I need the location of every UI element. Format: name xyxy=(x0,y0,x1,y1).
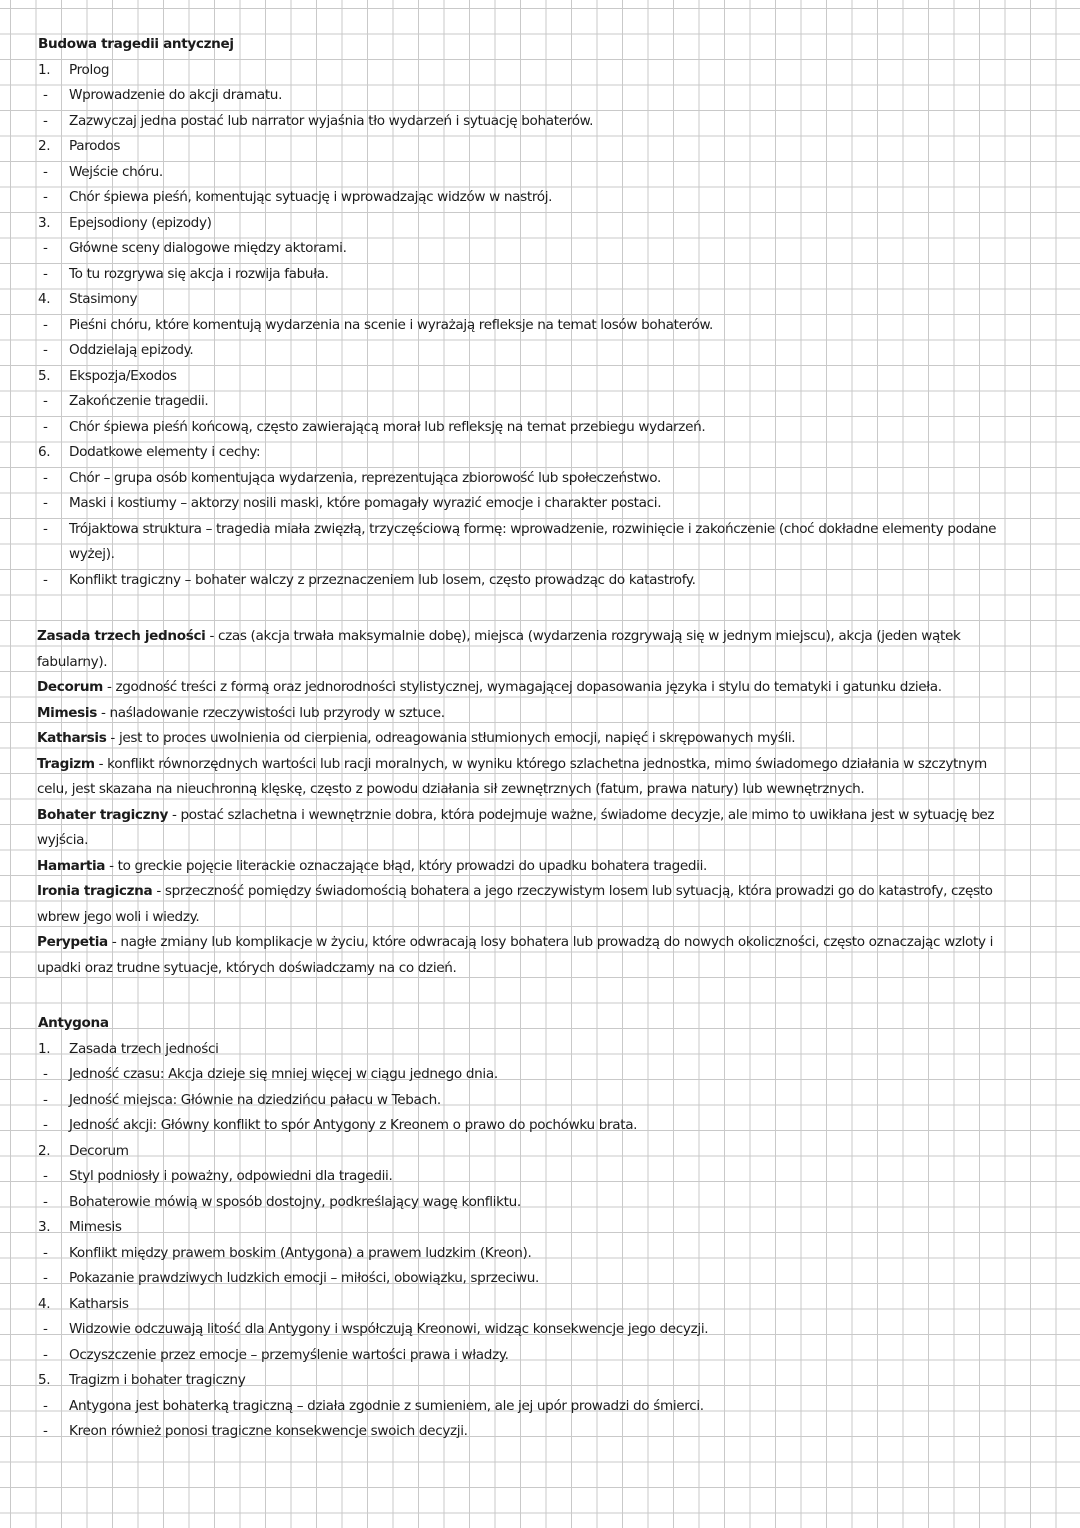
bullet-item: - Maski i kostiumy – aktorzy nosili maski, które pomagały wyrazić emocje i charakter postaci. xyxy=(43,495,662,511)
numbered-item: 1. Zasada trzech jedności xyxy=(38,1040,219,1057)
bullet-item: - Jedność czasu: Akcja dzieje się mniej więcej w ciągu jednego dnia. xyxy=(43,1066,498,1082)
definition-term: Zasada trzech jedności xyxy=(37,628,206,644)
definition-term: Katharsis xyxy=(37,730,107,746)
definition-text: - jest to proces uwolnienia od cierpienia, odreagowania stłumionych emocji, napięć i skrępowanych myśli. xyxy=(106,730,796,746)
definition-text: - naśladowanie rzeczywistości lub przyrody w sztuce. xyxy=(96,704,445,721)
numbered-item: 6. Dodatkowe elementy i cechy: xyxy=(38,444,261,460)
bullet-continuation: wyżej). xyxy=(69,546,115,562)
section-definitions xyxy=(0,624,1080,981)
definition xyxy=(0,701,1080,727)
section-title: Budowa tragedii antycznej xyxy=(38,36,234,52)
definition-term: Mimesis xyxy=(37,704,97,721)
bullet-item: - Widzowie odczuwają litość dla Antygony i współczują Kreonowi, widząc konsekwencje jego decyzji. xyxy=(43,1321,709,1337)
bullet-item: - Wprowadzenie do akcji dramatu. xyxy=(43,87,283,103)
numbered-item: 4. Stasimony xyxy=(38,291,138,307)
numbered-item: 3. Mimesis xyxy=(38,1219,122,1235)
numbered-item: 4. Katharsis xyxy=(38,1295,129,1312)
bullet-item: - Chór – grupa osób komentująca wydarzenia, reprezentująca zbiorowość lub społeczeństwo. xyxy=(43,469,661,486)
definition-text: - nagłe zmiany lub komplikacje w życiu, które odwracają losy bohatera lub prowadzą do nowych okoliczności, często oznaczając wzloty i xyxy=(107,934,994,950)
numbered-item: 5. Tragizm i bohater tragiczny xyxy=(38,1372,246,1388)
definition-text: - zgodność treści z formą oraz jednorodności stylistycznej, wymagającej dopasowania języka i stylu do tematyki i gatunku dzieła. xyxy=(103,679,942,695)
definition xyxy=(0,726,1080,752)
bullet-item: - Styl podniosły i poważny, odpowiedni dla tragedii. xyxy=(43,1168,393,1184)
bullet-item: - Pokazanie prawdziwych ludzkich emocji – miłości, obowiązku, sprzeciwu. xyxy=(43,1270,540,1286)
definition-continuation: wbrew jego woli i wiedzy. xyxy=(37,908,200,925)
definition-term: Decorum xyxy=(37,679,103,695)
numbered-item: 1. Prolog xyxy=(38,61,110,78)
definition xyxy=(0,803,1080,829)
definition xyxy=(0,675,1080,701)
definition xyxy=(0,930,1080,956)
definition xyxy=(0,752,1080,778)
bullet-item: - Wejście chóru. xyxy=(43,163,163,180)
definition-continuation: fabularny). xyxy=(37,653,108,670)
bullet-item: - Chór śpiewa pieśń, komentując sytuację i wprowadzając widzów w nastrój. xyxy=(43,189,553,205)
definition-term: Hamartia xyxy=(37,857,106,874)
bullet-item: - Bohaterowie mówią w sposób dostojny, podkreślający wagę konfliktu. xyxy=(43,1193,521,1210)
definition-text: - sprzeczność pomiędzy świadomością bohatera a jego rzeczywistym losem lub sytuacją, która prowadzi go do katastrofy, często xyxy=(152,883,993,899)
definition-text: - postać szlachetna i wewnętrznie dobra, która podejmuje ważne, świadome decyzje, ale mimo to uwikłana jest w sytuację bez xyxy=(168,806,995,823)
bullet-item: - Oczyszczenie przez emocje – przemyślenie wartości prawa i władzy. xyxy=(43,1346,509,1363)
definition-term: Bohater tragiczny xyxy=(37,806,169,823)
definition-text: - czas (akcja trwała maksymalnie dobę), miejsca (wydarzenia rozgrywają się w jednym miejscu), akcja (jeden wątek xyxy=(205,628,961,644)
bullet-item: - Jedność akcji: Główny konflikt to spór Antygony z Kreonem o prawo do pochówku brata. xyxy=(43,1117,638,1133)
bullet-item: - Antygona jest bohaterką tragiczną – działa zgodnie z sumieniem, ale jej upór prowadzi do śmierci. xyxy=(43,1397,704,1414)
definition-text: - to greckie pojęcie literackie oznaczające błąd, który prowadzi do upadku bohatera tragedii. xyxy=(105,857,707,874)
definition-term: Ironia tragiczna xyxy=(37,883,153,899)
definition-term: Perypetia xyxy=(37,934,108,950)
definition-continuation: upadki oraz trudne sytuacje, których doświadczamy na co dzień. xyxy=(37,959,457,976)
definition-text: - konflikt równorzędnych wartości lub racji moralnych, w wyniku którego szlachetna jednostka, mimo świadomego działania w szczytnym xyxy=(94,755,987,772)
section-title: Antygona xyxy=(38,1015,109,1031)
definition xyxy=(0,854,1080,880)
definition-term: Tragizm xyxy=(37,755,95,772)
bullet-item: - Trójaktowa struktura – tragedia miała zwięzłą, trzyczęściową formę: wprowadzenie, rozwinięcie i zakończenie (choć dokładne elementy podane xyxy=(43,520,997,537)
numbered-item: 2. Decorum xyxy=(38,1142,129,1159)
bullet-item: - Jedność miejsca: Głównie na dziedzińcu pałacu w Tebach. xyxy=(43,1091,441,1108)
bullet-item: - Zazwyczaj jedna postać lub narrator wyjaśnia tło wydarzeń i sytuację bohaterów. xyxy=(43,112,594,129)
numbered-item: 5. Ekspozja/Exodos xyxy=(38,367,177,384)
bullet-item: - Konflikt między prawem boskim (Antygona) a prawem ludzkim (Kreon). xyxy=(43,1244,532,1261)
definition-continuation: wyjścia. xyxy=(37,832,89,848)
bullet-item: - Główne sceny dialogowe między aktorami. xyxy=(43,240,347,256)
section-antygona xyxy=(0,1011,1080,1445)
bullet-item: - Chór śpiewa pieśń końcową, często zawierającą morał lub refleksję na temat przebiegu wydarzeń. xyxy=(43,418,706,435)
definition xyxy=(0,624,1080,650)
numbered-item: 3. Epejsodiony (epizody) xyxy=(38,214,212,231)
bullet-item: - Zakończenie tragedii. xyxy=(43,393,209,409)
definition xyxy=(0,879,1080,905)
definition-continuation: celu, jest skazana na nieuchronną klęskę, często z powodu działania sił zewnętrznych (fatum, prawa natury) lub wewnętrznych. xyxy=(37,781,865,797)
bullet-item: - Konflikt tragiczny – bohater walczy z przeznaczeniem lub losem, często prowadząc do katastrofy. xyxy=(43,571,696,588)
numbered-item: 2. Parodos xyxy=(38,138,121,154)
bullet-item: - To tu rozgrywa się akcja i rozwija fabuła. xyxy=(43,265,329,282)
bullet-item: - Pieśni chóru, które komentują wydarzenia na scenie i wyrażają refleksje na temat losów bohaterów. xyxy=(43,316,714,333)
section-structure xyxy=(0,32,1080,593)
bullet-item: - Kreon również ponosi tragiczne konsekwencje swoich decyzji. xyxy=(43,1423,468,1439)
bullet-item: - Oddzielają epizody. xyxy=(43,342,194,358)
